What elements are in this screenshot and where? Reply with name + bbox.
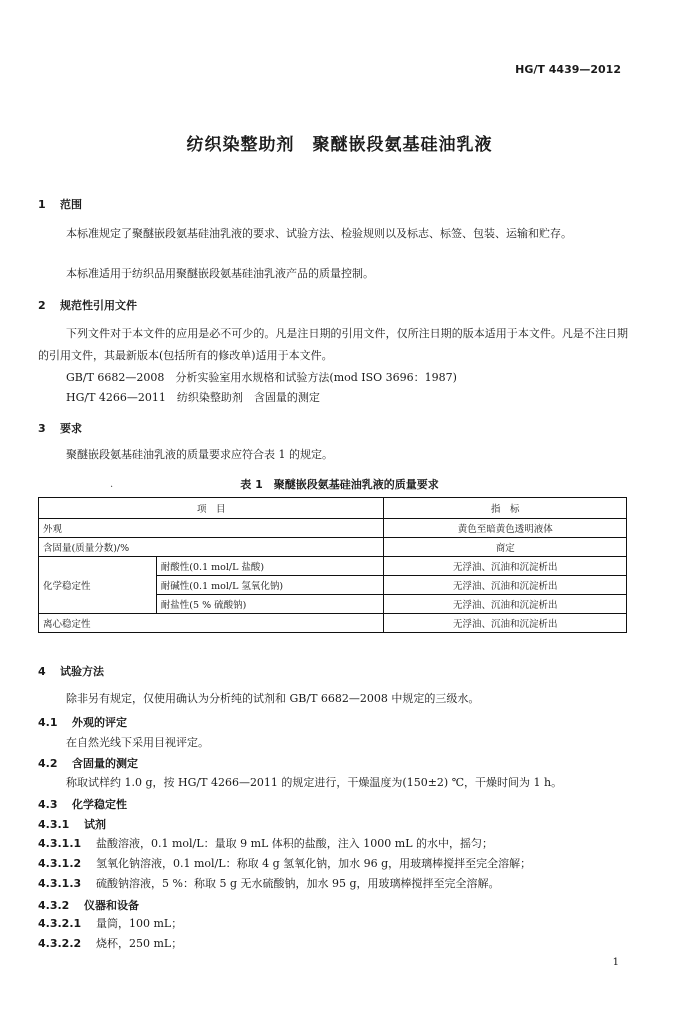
section-number: 4.3.2 [38,899,70,912]
section-4-1-text: 在自然光线下采用目视评定。 [66,736,209,749]
scan-speck: · [110,482,114,493]
section-4-2-heading [38,755,138,771]
page-number: 1 [612,957,619,968]
table-1-caption: 表 1 聚醚嵌段氨基硅油乳液的质量要求 [240,478,439,491]
row-item-appearance: 外观 [39,519,384,538]
row-value-salt: 无浮油、沉油和沉淀析出 [384,595,627,614]
clause-number: 4.3.2.2 [38,937,82,950]
section-1-paragraph-2: 本标准适用于纺织品用聚醚嵌段氨基硅油乳液产品的质量控制。 [66,267,374,280]
section-title: 范围 [60,198,82,211]
table-row [39,614,627,633]
section-4-2-text: 称取试样约 1.0 g，按 HG/T 4266—2011 的规定进行，干燥温度为(150±2) ℃，干燥时间为 1 h。 [66,776,563,789]
table-row [39,538,627,557]
row-subitem-alkali: 耐碱性(0.1 mol/L 氢氧化钠) [156,576,384,595]
clause-text: 盐酸溶液，0.1 mol/L：量取 9 mL 体积的盐酸，注入 1000 mL 的水中，摇匀； [96,837,494,850]
section-title: 化学稳定性 [72,798,127,811]
clause-4-3-1-3 [38,877,500,891]
section-4-3-2-heading [38,897,139,913]
section-3-heading [38,420,82,436]
quality-requirements-table [38,497,627,633]
section-2-paragraph-1: 下列文件对于本文件的应用是必不可少的。凡是注日期的引用文件，仅所注日期的版本适用于本文件。凡是不注日期的引用文件，其最新版本(包括所有的修改单)适用于本文件。 [38,327,628,362]
section-number: 4.3 [38,798,58,811]
section-4-3-heading [38,796,127,812]
clause-text: 氢氧化钠溶液，0.1 mol/L：称取 4 g 氢氧化钠，加水 96 g，用玻璃棒搅拌至完全溶解； [96,857,532,870]
column-header-index: 指 标 [384,498,627,519]
row-value-appearance: 黄色至暗黄色透明液体 [384,519,627,538]
row-subitem-salt: 耐盐性(5 % 硫酸钠) [156,595,384,614]
column-header-item: 项 目 [39,498,384,519]
section-4-heading [38,663,104,679]
section-title: 含固量的测定 [72,757,138,770]
section-1-paragraph-1: 本标准规定了聚醚嵌段氨基硅油乳液的要求、试验方法、检验规则以及标志、标签、包装、运输和贮存。 [66,227,572,240]
normative-reference-2: HG/T 4266—2011 纺织染整助剂 含固量的测定 [66,391,320,404]
clause-4-3-2-1 [38,917,182,931]
table-header-row [39,498,627,519]
normative-reference-1: GB/T 6682—2008 分析实验室用水规格和试验方法(mod ISO 3696：1987) [66,371,457,384]
table-row [39,557,627,576]
row-value-acid: 无浮油、沉油和沉淀析出 [384,557,627,576]
row-subitem-acid: 耐酸性(0.1 mol/L 盐酸) [156,557,384,576]
row-item-solids: 含固量(质量分数)/% [39,538,384,557]
section-4-1-heading [38,714,127,730]
section-4-3-1-heading [38,816,106,832]
document-title: 纺织染整助剂 聚醚嵌段氨基硅油乳液 [186,135,493,155]
section-number: 4.1 [38,716,58,729]
section-title: 外观的评定 [72,716,127,729]
section-number: 4 [38,665,46,678]
row-item-chemical-stability: 化学稳定性 [39,557,157,614]
clause-text: 烧杯，250 mL； [96,937,183,950]
row-value-alkali: 无浮油、沉油和沉淀析出 [384,576,627,595]
clause-4-3-1-1 [38,837,493,851]
clause-number: 4.3.1.1 [38,837,82,850]
section-number: 4.2 [38,757,58,770]
standard-code: HG/T 4439—2012 [515,63,621,76]
section-number: 2 [38,299,46,312]
row-item-centrifugal: 离心稳定性 [39,614,384,633]
clause-text: 量筒，100 mL； [96,917,183,930]
clause-4-3-2-2 [38,937,182,951]
table-row [39,519,627,538]
row-value-solids: 商定 [384,538,627,557]
section-number: 3 [38,422,46,435]
section-title: 试验方法 [60,665,104,678]
clause-number: 4.3.2.1 [38,917,82,930]
section-title: 试剂 [84,818,106,831]
section-4-intro: 除非另有规定，仅使用确认为分析纯的试剂和 GB/T 6682—2008 中规定的三级水。 [66,692,480,705]
section-title: 规范性引用文件 [60,299,137,312]
section-title: 要求 [60,422,82,435]
section-number: 4.3.1 [38,818,70,831]
section-3-paragraph-1: 聚醚嵌段氨基硅油乳液的质量要求应符合表 1 的规定。 [66,448,333,461]
clause-4-3-1-2 [38,857,531,871]
section-1-heading [38,196,82,212]
section-number: 1 [38,198,46,211]
clause-number: 4.3.1.2 [38,857,82,870]
section-2-heading [38,297,137,313]
clause-number: 4.3.1.3 [38,877,82,890]
row-value-centrifugal: 无浮油、沉油和沉淀析出 [384,614,627,633]
section-title: 仪器和设备 [84,899,139,912]
clause-text: 硫酸钠溶液，5 %：称取 5 g 无水硫酸钠，加水 95 g，用玻璃棒搅拌至完全溶解。 [96,877,500,890]
